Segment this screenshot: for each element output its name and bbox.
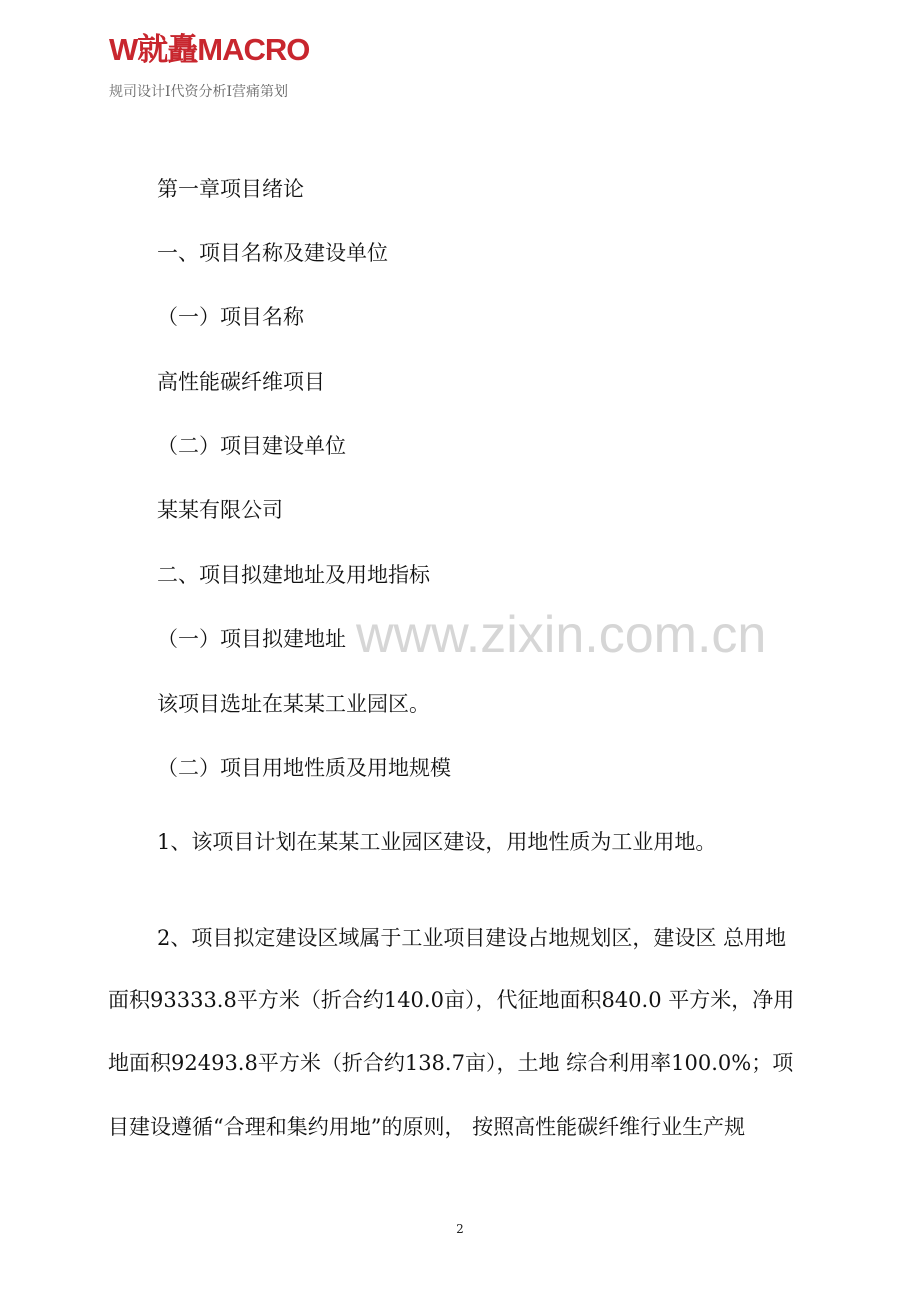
item-2-line-2: 面积93333.8平方米（折合约140.0亩），代征地面积840.0 平方米，净用 [108, 988, 795, 1012]
project-name-text: 高性能碳纤维项目 [157, 370, 325, 394]
item-2-line-1: 2、项目拟定建设区域属于工业项目建设占地规划区，建设区 总用地 [157, 926, 787, 950]
watermark: www.zixin.com.cn [356, 606, 767, 664]
header-tagline: 规司设计I代资分析I营痛第划 [109, 84, 289, 100]
item-2-line-3: 地面积92493.8平方米（折合约138.7亩），土地 综合利用率100.0%；项 [108, 1051, 794, 1075]
section-heading-1: 一、项目名称及建设单位 [157, 241, 388, 265]
page-number: 2 [456, 1222, 464, 1236]
subsection-heading-site: （一）项目拟建地址 [157, 627, 346, 651]
section-heading-2: 二、项目拟建地址及用地指标 [157, 563, 430, 587]
subsection-heading-land-use: （二）项目用地性质及用地规模 [157, 756, 451, 780]
item-2-line-4: 目建设遵循“合理和集约用地”的原则， 按照高性能碳纤维行业生产规 [108, 1115, 746, 1139]
logo: W就矗MACRO [109, 32, 310, 67]
chapter-title: 第一章项目绪论 [157, 177, 304, 201]
company-name-text: 某某有限公司 [157, 498, 283, 522]
subsection-heading-builder: （二）项目建设单位 [157, 434, 346, 458]
item-1-text: 1、该项目计划在某某工业园区建设，用地性质为工业用地。 [157, 830, 717, 854]
subsection-heading-project-name: （一）项目名称 [157, 305, 304, 329]
site-text: 该项目选址在某某工业园区。 [157, 692, 430, 716]
